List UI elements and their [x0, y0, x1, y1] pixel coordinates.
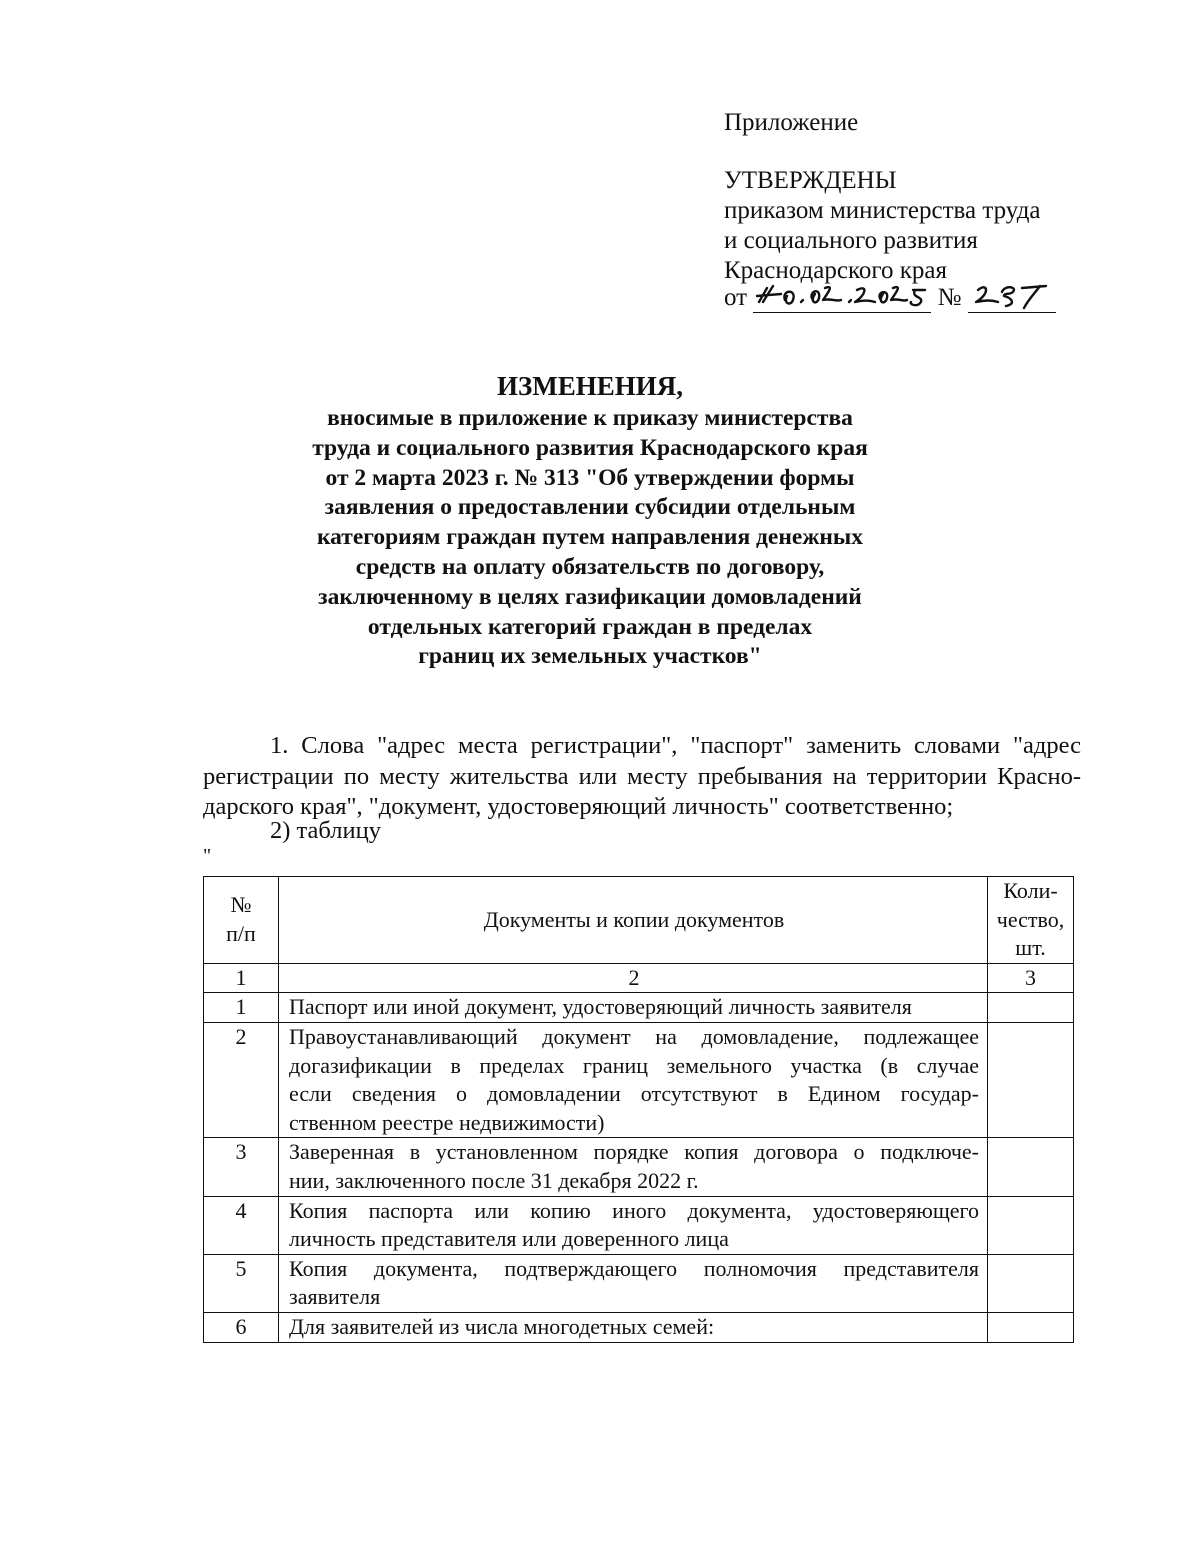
- row-quantity: [988, 1312, 1074, 1342]
- row-document-line: личность представителя или доверенного лица: [289, 1226, 729, 1252]
- row-number: 5: [204, 1254, 279, 1312]
- header-number-line: №: [230, 892, 252, 918]
- paragraph-line: 1. Слова "адрес места регистрации", "паспорт" заменить словами "адрес: [270, 732, 1081, 759]
- subtitle-line: вносимые в приложение к приказу министерства: [327, 405, 853, 431]
- column-number: 3: [988, 963, 1074, 993]
- item-2: 2) таблицу: [270, 817, 381, 844]
- row-document-line: нии, заключенного после 31 декабря 2022 г.: [289, 1167, 699, 1193]
- approval-line: Краснодарского края: [724, 257, 947, 284]
- approval-block: [724, 166, 1041, 286]
- row-document-line: Паспорт или иной документ, удостоверяющий личность заявителя: [289, 994, 912, 1020]
- header-documents: Документы и копии документов: [279, 877, 988, 964]
- subtitle-line: заявления о предоставлении субсидии отдельным: [324, 494, 856, 521]
- row-quantity: [988, 993, 1074, 1023]
- header-quantity-line: Коли-: [1003, 878, 1058, 903]
- column-number: 2: [279, 963, 988, 993]
- row-document-line: Заверенная в установленном порядке копия договора о подключе-: [289, 1139, 979, 1165]
- row-number: 2: [204, 1022, 279, 1137]
- paragraph-1: [203, 731, 1081, 823]
- appendix-label: Приложение: [724, 109, 859, 136]
- handwritten-date-signature: [753, 286, 931, 313]
- subtitle-line: границ их земельных участков": [418, 643, 762, 670]
- row-number: 6: [204, 1312, 279, 1342]
- table-row: [204, 993, 1074, 1023]
- table-row: [204, 1022, 1074, 1137]
- table-row: [204, 1196, 1074, 1254]
- row-document-line: Правоустанавливающий документ на домовладение, подлежащее: [289, 1023, 979, 1049]
- row-document: [279, 1254, 988, 1312]
- column-numbers-row: [204, 963, 1074, 993]
- handwritten-order-number: [968, 286, 1056, 313]
- row-document-line: Копия паспорта или копию иного документа, удостоверяющего: [289, 1197, 979, 1223]
- row-document-line: Для заявителей из числа многодетных семей:: [289, 1313, 715, 1339]
- row-document-line: если сведения о домовладении отсутствуют в Едином государ-: [289, 1081, 979, 1107]
- approval-line: приказом министерства труда: [724, 197, 1041, 224]
- header-quantity-line: чество,: [996, 906, 1065, 932]
- subtitle-line: категориям граждан путем направления денежных: [316, 524, 864, 551]
- row-number: 4: [204, 1196, 279, 1254]
- order-date-number-line: [724, 283, 1056, 313]
- table-row: [204, 1254, 1074, 1312]
- column-number: 1: [204, 963, 279, 993]
- row-document-line: догазификации в пределах границ земельного участка (в случае: [289, 1052, 979, 1078]
- row-quantity: [988, 1138, 1074, 1196]
- row-quantity: [988, 1022, 1074, 1137]
- table-row: [204, 1312, 1074, 1342]
- header-quantity: [988, 877, 1074, 964]
- row-quantity: [988, 1254, 1074, 1312]
- documents-table: [203, 876, 1074, 1343]
- row-document: [279, 1196, 988, 1254]
- date-prefix: от: [724, 284, 748, 311]
- table-header-row: [204, 877, 1074, 964]
- approved-label: УТВЕРЖДЕНЫ: [724, 167, 897, 194]
- row-quantity: [988, 1196, 1074, 1254]
- row-document: [279, 1138, 988, 1196]
- row-document-line: Копия документа, подтверждающего полномочия представителя: [289, 1255, 979, 1281]
- header-quantity-line: шт.: [1015, 935, 1046, 961]
- subtitle-line: отдельных категорий граждан в пределах: [367, 613, 813, 640]
- row-document: [279, 1312, 988, 1342]
- row-number: 3: [204, 1138, 279, 1196]
- document-title: ИЗМЕНЕНИЯ,: [496, 371, 683, 401]
- row-number: 1: [204, 993, 279, 1023]
- header-number: [204, 877, 279, 964]
- opening-quote-mark: ": [203, 845, 212, 867]
- subtitle-line: труда и социального развития Краснодарского края: [312, 434, 868, 461]
- document-title-block: [240, 370, 940, 672]
- header-number-line: п/п: [226, 920, 256, 946]
- row-document: [279, 993, 988, 1023]
- subtitle-line: заключенному в целях газификации домовладений: [318, 583, 862, 610]
- row-document-line: заявителя: [289, 1284, 381, 1310]
- row-document-line: ственном реестре недвижимости): [289, 1109, 605, 1135]
- approval-line: и социального развития: [724, 227, 978, 254]
- paragraph-line: дарского края", "документ, удостоверяющий личность" соответственно;: [203, 793, 954, 820]
- table-row: [204, 1138, 1074, 1196]
- paragraph-line: регистрации по месту жительства или месту пребывания на территории Красно-: [203, 762, 1081, 790]
- row-document: [279, 1022, 988, 1137]
- number-sign: №: [937, 284, 962, 311]
- subtitle-line: средств на оплату обязательств по договору,: [355, 553, 825, 580]
- subtitle-line: от 2 марта 2023 г. № 313 "Об утверждении формы: [325, 464, 855, 491]
